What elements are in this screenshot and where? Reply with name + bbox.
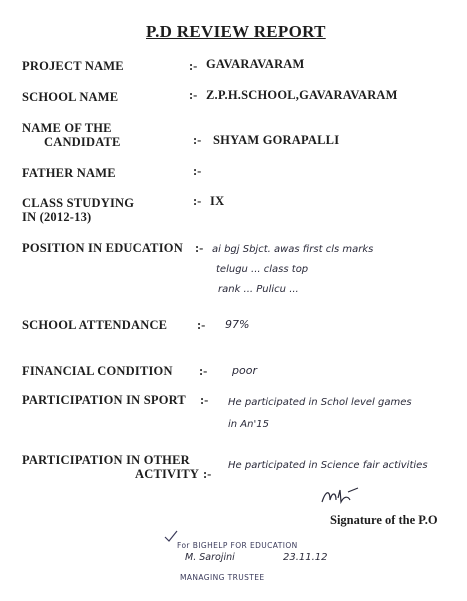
class-value: IX bbox=[210, 194, 225, 208]
school-name-label: SCHOOL NAME bbox=[22, 90, 119, 104]
position-education-line1: ai bgj Sbjct. awas first cls marks bbox=[212, 244, 374, 255]
financial-condition-value: poor bbox=[232, 364, 257, 377]
separator: :- bbox=[193, 133, 202, 147]
signature-caption: Signature of the P.O bbox=[330, 513, 438, 527]
project-name-value: GAVARAVARAM bbox=[206, 57, 305, 71]
participation-sport-line2: in An'15 bbox=[228, 419, 269, 430]
candidate-label-line2: CANDIDATE bbox=[44, 135, 121, 149]
position-education-line2: telugu ... class top bbox=[216, 264, 309, 275]
stamp-organization: For BIGHELP FOR EDUCATION bbox=[177, 541, 298, 550]
candidate-label-line1: NAME OF THE bbox=[22, 121, 112, 135]
separator: :- bbox=[189, 88, 198, 102]
project-name-label: PROJECT NAME bbox=[22, 59, 124, 73]
school-attendance-label: SCHOOL ATTENDANCE bbox=[22, 318, 168, 332]
separator: :- bbox=[195, 241, 204, 255]
separator: :- bbox=[200, 393, 209, 407]
father-name-label: FATHER NAME bbox=[22, 166, 116, 180]
stamp-signatory-name: M. Sarojini bbox=[185, 552, 235, 563]
position-education-line3: rank ... Pulicu ... bbox=[218, 284, 299, 295]
financial-condition-label: FINANCIAL CONDITION bbox=[22, 364, 173, 378]
separator: :- bbox=[189, 59, 198, 73]
participation-sport-line1: He participated in Schol level games bbox=[228, 397, 412, 408]
separator: :- bbox=[203, 467, 212, 481]
school-name-value: Z.P.H.SCHOOL,GAVARAVARAM bbox=[206, 88, 398, 102]
separator: :- bbox=[193, 164, 202, 178]
position-education-label: POSITION IN EDUCATION bbox=[22, 241, 183, 255]
participation-sport-label: PARTICIPATION IN SPORT bbox=[22, 393, 186, 407]
separator: :- bbox=[199, 364, 208, 378]
signature-scribble bbox=[318, 486, 362, 508]
separator: :- bbox=[193, 194, 202, 208]
school-attendance-value: 97% bbox=[225, 318, 250, 331]
participation-other-value: He participated in Science fair activities bbox=[228, 460, 428, 471]
separator: :- bbox=[197, 318, 206, 332]
report-title: P.D REVIEW REPORT bbox=[146, 22, 326, 41]
participation-other-label-line1: PARTICIPATION IN OTHER bbox=[22, 453, 190, 467]
class-label-line1: CLASS STUDYING bbox=[22, 196, 135, 210]
stamp-role: MANAGING TRUSTEE bbox=[180, 573, 265, 582]
candidate-name-value: SHYAM GORAPALLI bbox=[213, 133, 340, 147]
participation-other-label-line2: ACTIVITY bbox=[135, 467, 200, 481]
stamp-date: 23.11.12 bbox=[283, 552, 328, 563]
class-label-line2: IN (2012-13) bbox=[22, 210, 92, 224]
